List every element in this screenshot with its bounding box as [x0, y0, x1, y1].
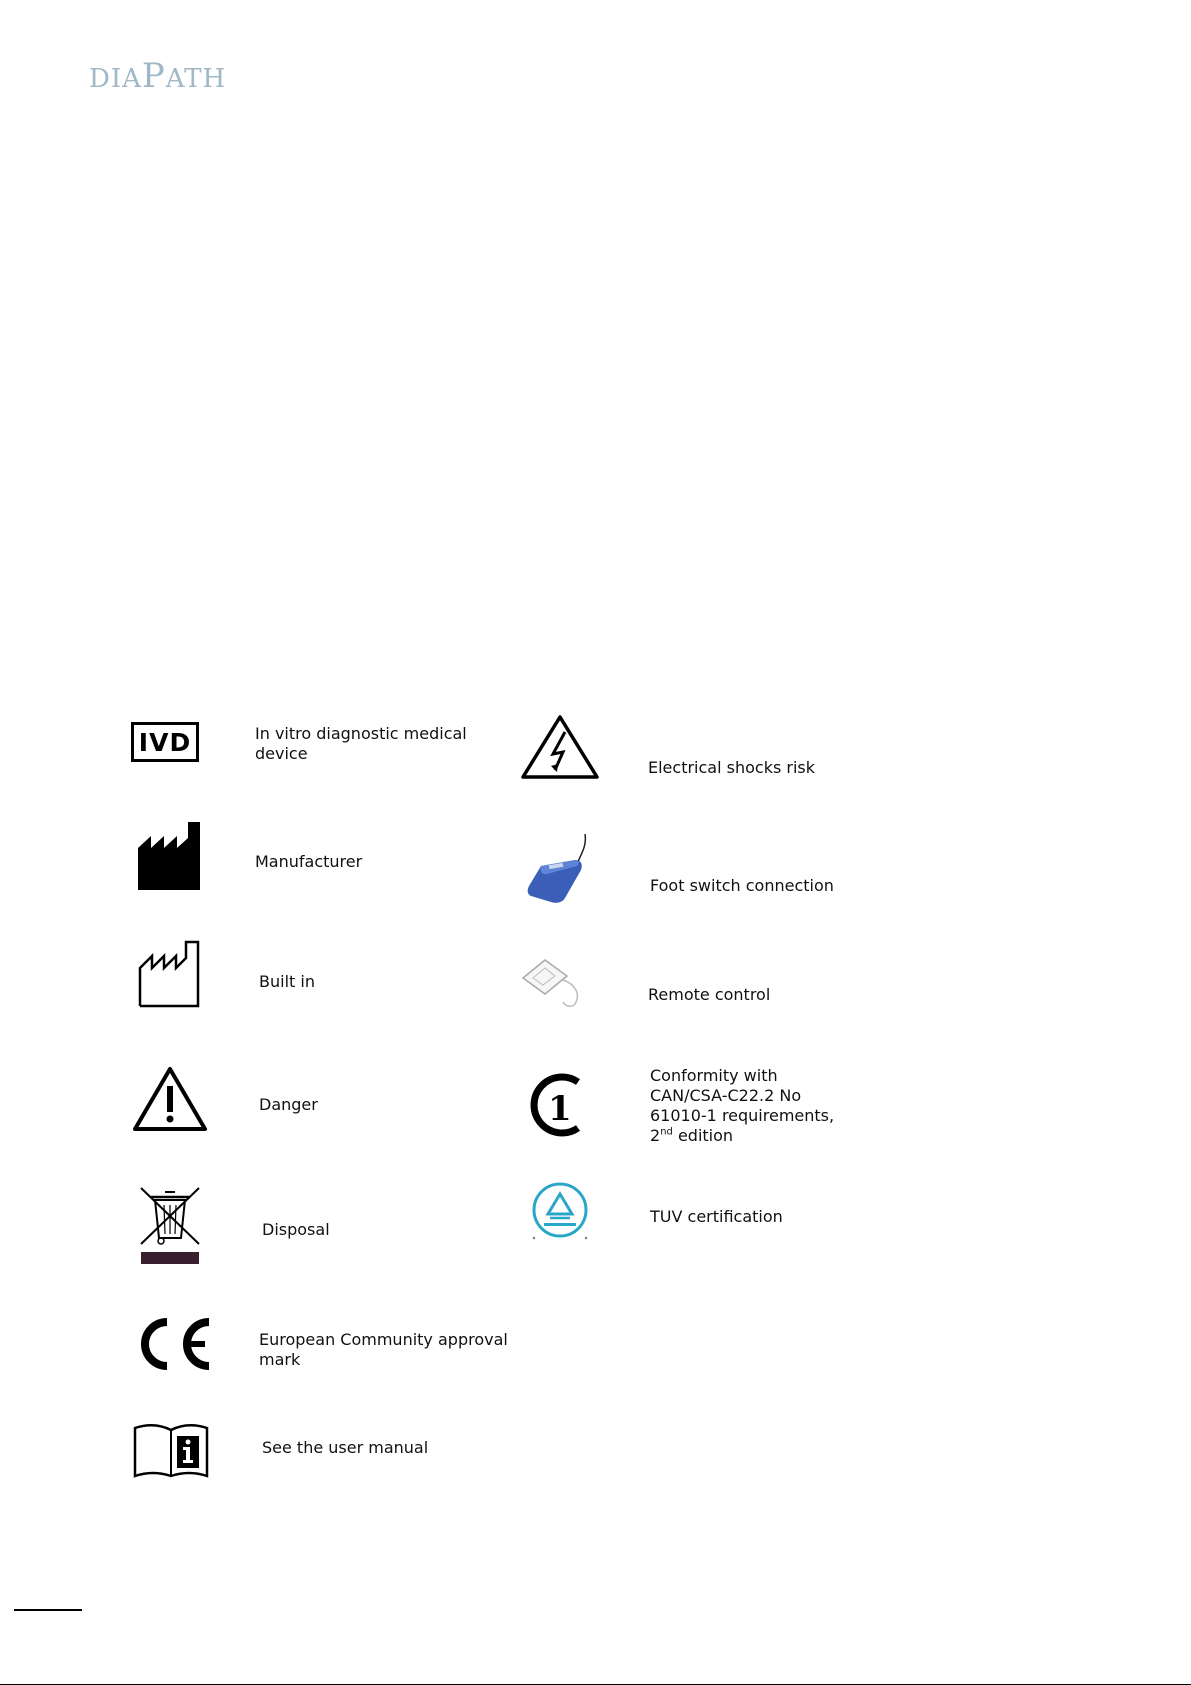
remote-control-label: Remote control [648, 985, 771, 1004]
svg-text:1: 1 [548, 1089, 572, 1129]
built-in-label: Built in [259, 972, 315, 991]
ce-mark-label: European Community approval mark [259, 1330, 508, 1369]
danger-icon [133, 1066, 207, 1132]
csa-icon [526, 1072, 586, 1138]
ce-mark-icon [133, 1316, 213, 1372]
electrical-shock-label: Electrical shocks risk [648, 758, 815, 777]
disposal-icon [139, 1186, 201, 1264]
remote-control-icon [519, 954, 589, 1010]
manufacturer-icon [138, 822, 200, 890]
user-manual-label: See the user manual [262, 1438, 429, 1457]
footer-rule [14, 1609, 82, 1611]
ivd-label: In vitro diagnostic medical device [255, 724, 467, 763]
foot-switch-label: Foot switch connection [650, 876, 834, 895]
disposal-label: Disposal [262, 1220, 330, 1239]
foot-switch-icon [527, 830, 597, 904]
tuv-label: TUV certification [650, 1207, 783, 1226]
electrical-shock-icon [521, 714, 599, 780]
danger-label: Danger [259, 1095, 318, 1114]
csa-label: Conformity with CAN/CSA-C22.2 No 61010-1 requirements, 2nd edition [650, 1066, 835, 1145]
diapath-logo: DIAPATH [89, 56, 227, 96]
user-manual-icon [133, 1422, 209, 1478]
built-in-icon [138, 940, 200, 1008]
ivd-icon: IVD [131, 722, 199, 762]
manufacturer-label: Manufacturer [255, 852, 363, 871]
tuv-icon [530, 1182, 590, 1242]
